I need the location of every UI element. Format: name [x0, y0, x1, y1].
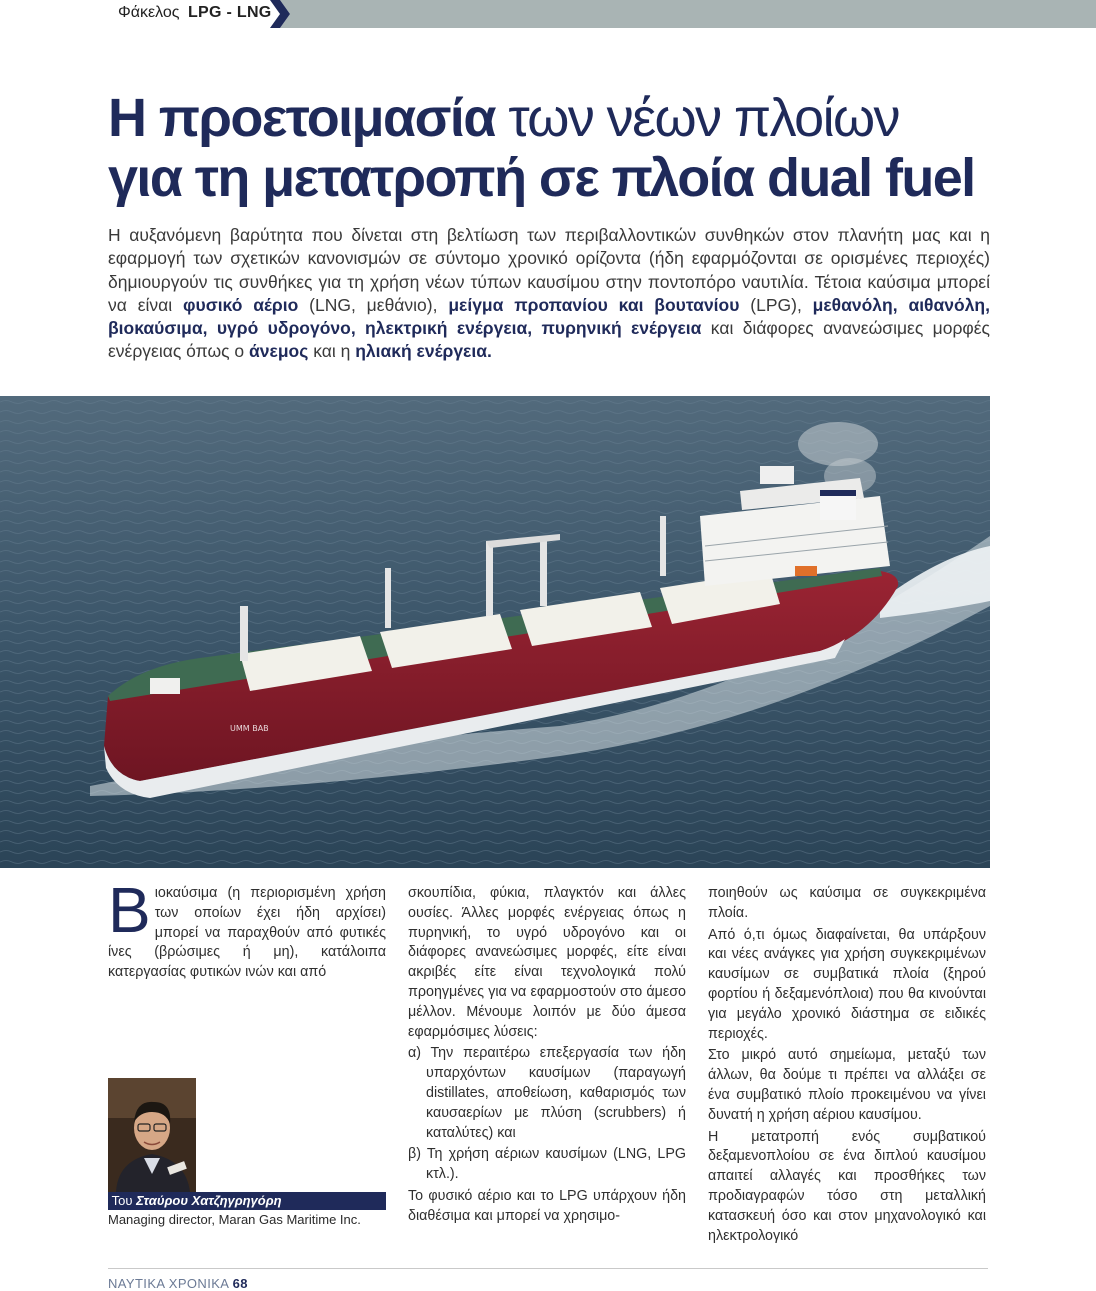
headline-bold-part: Η προετοιμασία — [108, 88, 495, 148]
footer-divider — [108, 1268, 988, 1269]
dropcap: Β — [108, 874, 151, 946]
lead-text: (LPG), — [739, 294, 813, 315]
col2-paragraph: Το φυσικό αέριο και το LPG υπάρχουν ήδη διαθέσιμα και μπορεί να χρησιμο- — [408, 1187, 686, 1224]
col3-paragraph: Στο μικρό αυτό σημείωμα, μεταξύ των άλλων, θα δούμε τι πρέπει να αλλάξει σε ένα συμβατικό πλοίο προκειμένου να γίνει δυνατή η χρήση αέριου καυσίμου. — [708, 1047, 986, 1123]
section-label: Φάκελος — [118, 4, 180, 21]
lead-bold: φυσικό αέριο — [183, 294, 299, 315]
headline-light-part: των νέων πλοίων — [494, 88, 899, 148]
column-1 — [108, 874, 386, 985]
page-number: 68 — [232, 1276, 248, 1291]
page-footer — [108, 1276, 248, 1291]
author-byline — [108, 1192, 386, 1210]
headline-line-2: για τη μετατροπή σε πλοία dual fuel — [108, 148, 975, 208]
lead-text: (LNG, μεθάνιο), — [298, 294, 449, 315]
article-headline — [108, 88, 1008, 208]
col1-paragraph — [108, 874, 386, 983]
byline-prefix: Του — [111, 1193, 137, 1208]
lng-carrier-photo — [0, 396, 990, 868]
author-role: Managing director, Maran Gas Maritime Inc. — [108, 1212, 361, 1227]
col3-paragraph: ποιηθούν ως καύσιμα σε συγκεκριμένα πλοία. — [708, 885, 986, 921]
lead-text: και η — [308, 341, 356, 362]
lead-bold: μεθανόλη, αιθανόλη, βιοκαύσιμα, υγρό υδρογόνο, ηλεκτρική ενέργεια, πυρηνική ενέργεια — [108, 294, 990, 339]
section-tag — [0, 0, 290, 28]
column-2 — [408, 884, 686, 1229]
author-portrait — [108, 1078, 196, 1192]
lead-text: και διάφορες ανανεώσιμες μορφές ενέργειας όπως ο — [108, 318, 990, 362]
author-portrait-image — [108, 1078, 196, 1192]
lead-bold: μείγμα προπανίου και βουτανίου — [448, 294, 740, 315]
col2-paragraph: σκουπίδια, φύκια, πλαγκτόν και άλλες ουσίες. Άλλες μορφές ενέργειας όπως η πυρηνική, το υγρό υδρογόνο και οι διάφορες ανανεώσιμες μορφές, είτε είναι ακριβές είτε είναι τεχνολογικά πολύ προηγμένες για να εφαρμοστούν στο άμεσο μέλλον. Μένουμε λοιπόν με δύο άμεσα εφαρμόσιμες λύσεις: — [408, 885, 686, 1040]
col2-list-item-a: α) Την περαιτέρω επεξεργασία των ήδη υπαρχόντων καυσίμων (παραγωγή distillates, αποθείωση, καθαρισμός των καυσαερίων με πλύση (scrubbers) ή καταλύτες) και — [408, 1045, 686, 1141]
magazine-name: ΝΑΥΤΙΚΑ ΧΡΟΝΙΚΑ — [108, 1276, 229, 1291]
lead-bold: ηλιακή ενέργεια. — [355, 341, 492, 362]
col3-paragraph: Η μετατροπή ενός συμβατικού δεξαμενοπλοίου σε ένα διπλού καυσίμου απαιτεί αλλαγές και προσθήκες των προδιαγραφών τόσο στη μεταλλική κατασκευή όσο και στον μηχανολογικό και ηλεκτρολογικό — [708, 1128, 986, 1244]
col2-list-item-b: β) Τη χρήση αέριων καυσίμων (LNG, LPG κτλ.). — [408, 1146, 686, 1183]
column-3 — [708, 884, 986, 1248]
col3-paragraph: Από ό,τι όμως διαφαίνεται, θα υπάρξουν και νέες ανάγκες για χρήση συγκεκριμένων καυσίμων σε συμβατικά πλοία (ξηρού φορτίου ή δεξαμενόπλοια) που θα κινούνται για μεγάλο χρονικό διάστημα σε ειδικές περιοχές. — [708, 926, 986, 1042]
author-name: Σταύρου Χατζηγρηγόρη — [136, 1193, 282, 1208]
lead-bold: άνεμος — [249, 341, 309, 362]
section-tag-text — [118, 4, 272, 22]
lead-paragraph — [108, 224, 990, 364]
section-topic: LPG - LNG — [187, 4, 272, 21]
ship-illustration — [0, 396, 990, 868]
ship-name-text: UMM BAB — [230, 724, 269, 733]
headline-line-1 — [108, 88, 1008, 148]
lead-text: Η αυξανόμενη βαρύτητα που δίνεται στη βελτίωση των περιβαλλοντικών συνθηκών στον πλανήτη μας και η εφαρμογή των σχετικών κανονισμών σε σύντομο χρονικό ορίζοντα (ήδη εφαρμόζονται σε ορισμένες περιοχές) δημιουργούν τις συνθήκες για τη χρήση νέων τύπων καυσίμου στην ποντοπόρο ναυτιλία. Τέτοια καύσιμα μπορεί να είναι — [108, 225, 990, 315]
col1-text: ιοκαύσιμα (η περιορισμένη χρήση των οποίων έχει ήδη αρχίσει) μπορεί να παραχθούν από φυτικές ίνες (βρώσιμες ή μη), κατάλοιπα κατεργασίας φυτικών ινών και από — [108, 885, 386, 981]
